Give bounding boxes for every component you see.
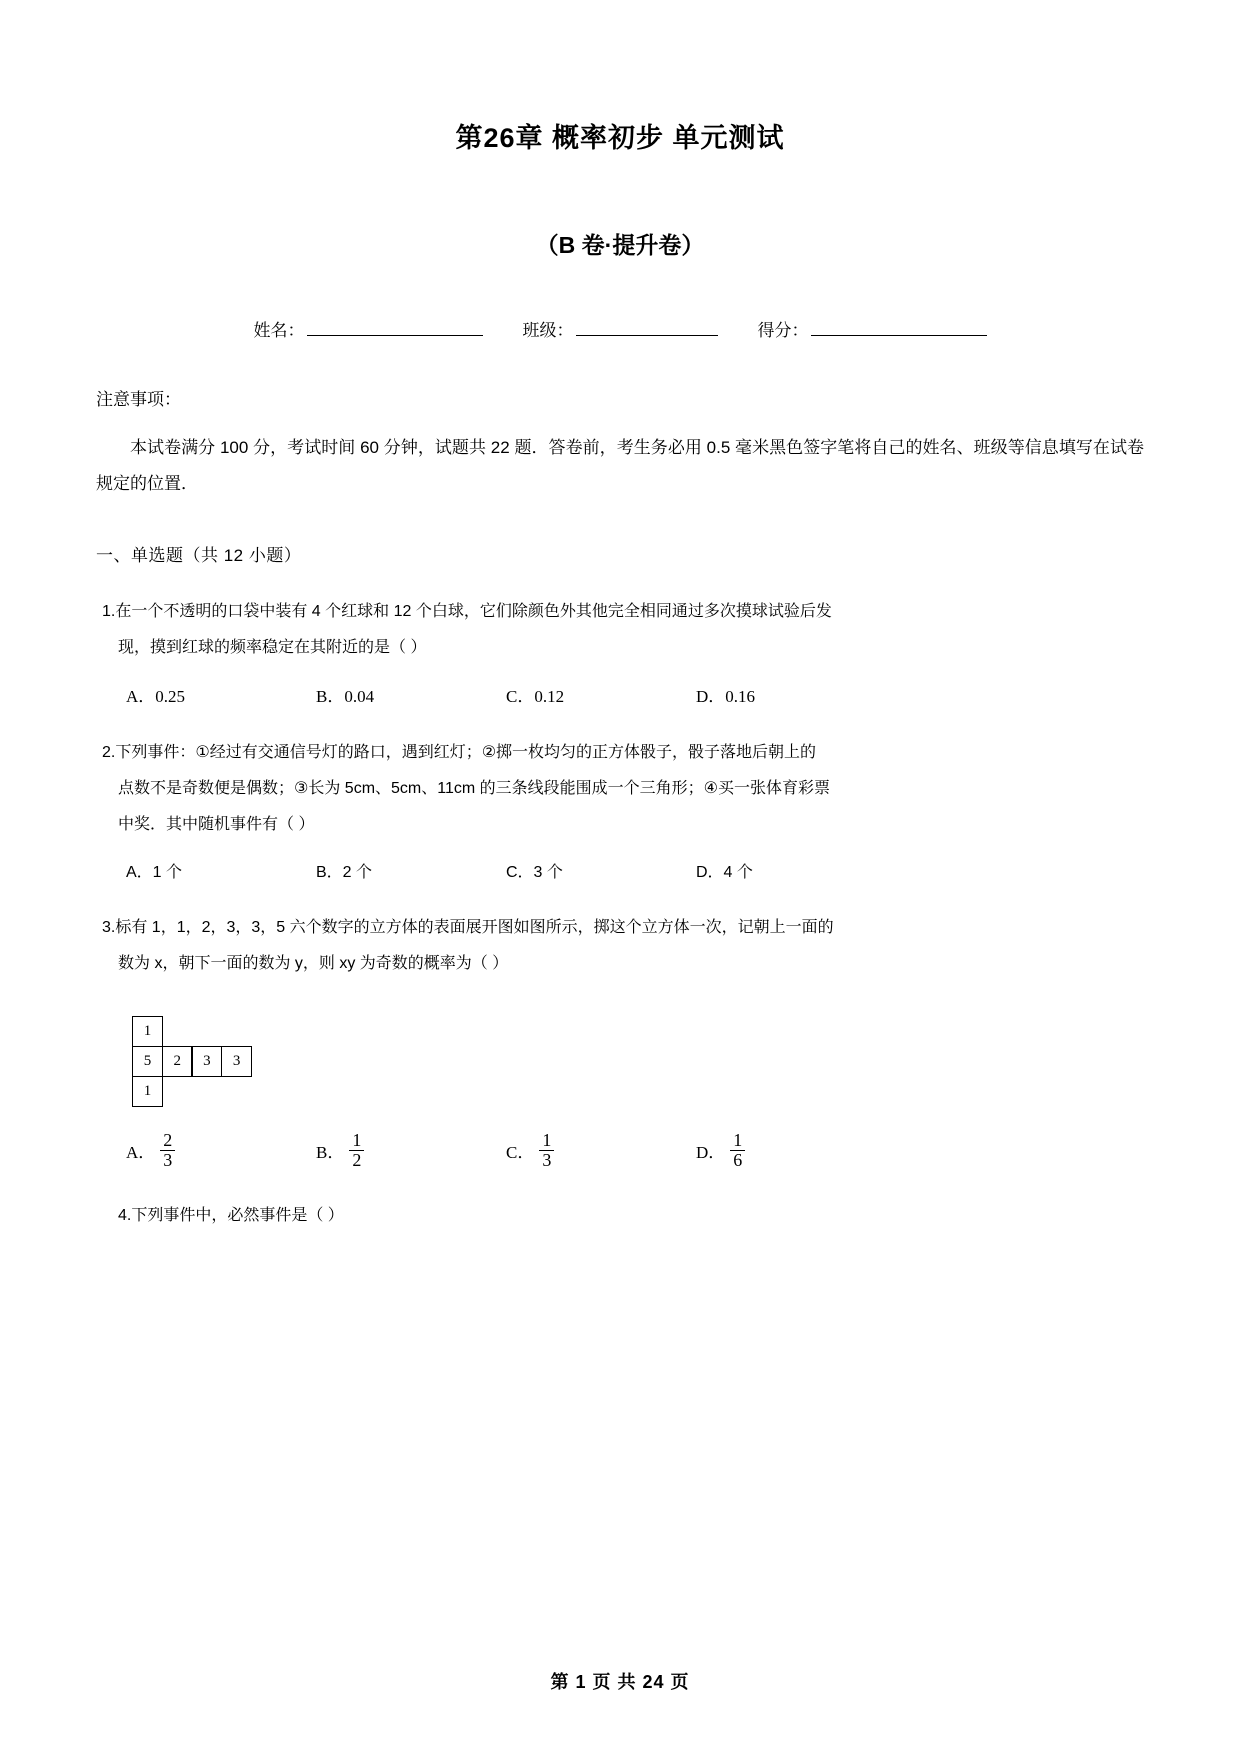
question-3-option-b-letter: B． bbox=[316, 1143, 345, 1163]
cube-net-cell: 2 bbox=[162, 1046, 193, 1077]
fraction-numerator: 2 bbox=[163, 1130, 173, 1151]
identity-row bbox=[96, 316, 1144, 341]
question-4 bbox=[96, 1198, 1144, 1234]
cube-net-cell: 3 bbox=[191, 1046, 222, 1077]
score-field[interactable] bbox=[758, 316, 987, 341]
question-1-option-b[interactable]: B．0.04 bbox=[316, 687, 375, 707]
fraction-numerator: 1 bbox=[352, 1130, 362, 1151]
cube-net-cell: 1 bbox=[132, 1016, 163, 1047]
fraction-numerator: 1 bbox=[542, 1130, 552, 1151]
question-3-option-d[interactable] bbox=[696, 1131, 886, 1170]
question-2-option-d[interactable]: D．4 个 bbox=[696, 864, 753, 882]
question-2-option-c[interactable]: C．3 个 bbox=[506, 864, 563, 882]
question-2-option-b[interactable]: B．2 个 bbox=[316, 864, 373, 882]
question-3 bbox=[96, 910, 1144, 982]
cube-net-cell: 1 bbox=[132, 1076, 163, 1107]
fraction bbox=[160, 1131, 175, 1170]
question-3-line-2: 数为 x，朝下一面的数为 y，则 xy 为奇数的概率为（ ） bbox=[118, 955, 509, 973]
question-3-options bbox=[96, 1131, 1144, 1170]
name-input-blank[interactable] bbox=[307, 318, 483, 336]
question-2-line-1: 2.下列事件：①经过有交通信号灯的路口，遇到红灯；②掷一枚均匀的正方体骰子，骰子落地后朝上的 bbox=[102, 744, 817, 762]
page-footer: 第 1 页 共 24 页 bbox=[550, 1672, 690, 1692]
question-3-option-a[interactable] bbox=[126, 1131, 316, 1170]
question-1-line-1: 1.在一个不透明的口袋中装有 4 个红球和 12 个白球，它们除颜色外其他完全相同通过多次摸球试验后发 bbox=[102, 603, 832, 621]
score-label: 得分： bbox=[757, 321, 809, 340]
question-2 bbox=[96, 735, 1144, 843]
fraction-denominator: 6 bbox=[730, 1150, 745, 1170]
fraction-denominator: 3 bbox=[539, 1150, 554, 1170]
question-2-options bbox=[96, 859, 1144, 882]
question-3-option-c-letter: C． bbox=[506, 1143, 535, 1163]
section-header-multiple-choice: 一、单选题（共 12 小题） bbox=[96, 546, 302, 566]
page-subtitle: （B 卷·提升卷） bbox=[535, 232, 705, 258]
fraction bbox=[349, 1131, 364, 1170]
question-2-line-3: 中奖．其中随机事件有（ ） bbox=[118, 816, 315, 834]
question-3-option-d-letter: D． bbox=[696, 1143, 726, 1163]
question-3-option-c[interactable] bbox=[506, 1131, 696, 1170]
cube-net-row-middle bbox=[132, 1046, 1144, 1076]
question-1-option-c[interactable]: C．0.12 bbox=[506, 687, 565, 707]
fraction bbox=[730, 1131, 745, 1170]
fraction-denominator: 2 bbox=[349, 1150, 364, 1170]
cube-net-row-top bbox=[132, 1016, 1144, 1046]
class-field[interactable] bbox=[523, 316, 718, 341]
question-1-options bbox=[96, 682, 1144, 707]
notice-body: 本试卷满分 100 分，考试时间 60 分钟，试题共 22 题．答卷前，考生务必用 0.5 毫米黑色签字笔将自己的姓名、班级等信息填写在试卷规定的位置． bbox=[96, 438, 1144, 493]
name-label: 姓名： bbox=[253, 321, 305, 340]
class-label: 班级： bbox=[522, 321, 574, 340]
class-input-blank[interactable] bbox=[576, 318, 718, 336]
question-3-line-1: 3.标有 1，1，2，3，3，5 六个数字的立方体的表面展开图如图所示，掷这个立方体一次，记朝上一面的 bbox=[102, 919, 834, 937]
question-2-option-a[interactable]: A．1 个 bbox=[126, 864, 183, 882]
cube-net-cell: 5 bbox=[132, 1046, 163, 1077]
question-4-line-1: 4.下列事件中，必然事件是（ ） bbox=[118, 1207, 344, 1225]
notice-title: 注意事项： bbox=[96, 390, 181, 409]
question-1-option-a[interactable]: A．0.25 bbox=[126, 687, 186, 707]
page-title: 第26章 概率初步 单元测试 bbox=[455, 123, 785, 153]
question-1-option-d[interactable]: D．0.16 bbox=[696, 687, 756, 707]
question-2-line-2: 点数不是奇数便是偶数；③长为 5cm、5cm、11cm 的三条线段能围成一个三角形；④买一张体育彩票 bbox=[118, 780, 830, 798]
question-1 bbox=[96, 594, 1144, 666]
cube-net-row-bottom bbox=[132, 1076, 1144, 1106]
fraction-numerator: 1 bbox=[733, 1130, 743, 1151]
fraction bbox=[539, 1131, 554, 1170]
question-1-line-2: 现，摸到红球的频率稳定在其附近的是（ ） bbox=[118, 639, 427, 657]
fraction-denominator: 3 bbox=[160, 1150, 175, 1170]
question-3-option-b[interactable] bbox=[316, 1131, 506, 1170]
name-field[interactable] bbox=[254, 316, 483, 341]
cube-net-cell: 3 bbox=[221, 1046, 252, 1077]
question-3-option-a-letter: A． bbox=[126, 1143, 156, 1163]
cube-net-figure bbox=[96, 1016, 1144, 1105]
score-input-blank[interactable] bbox=[811, 318, 987, 336]
